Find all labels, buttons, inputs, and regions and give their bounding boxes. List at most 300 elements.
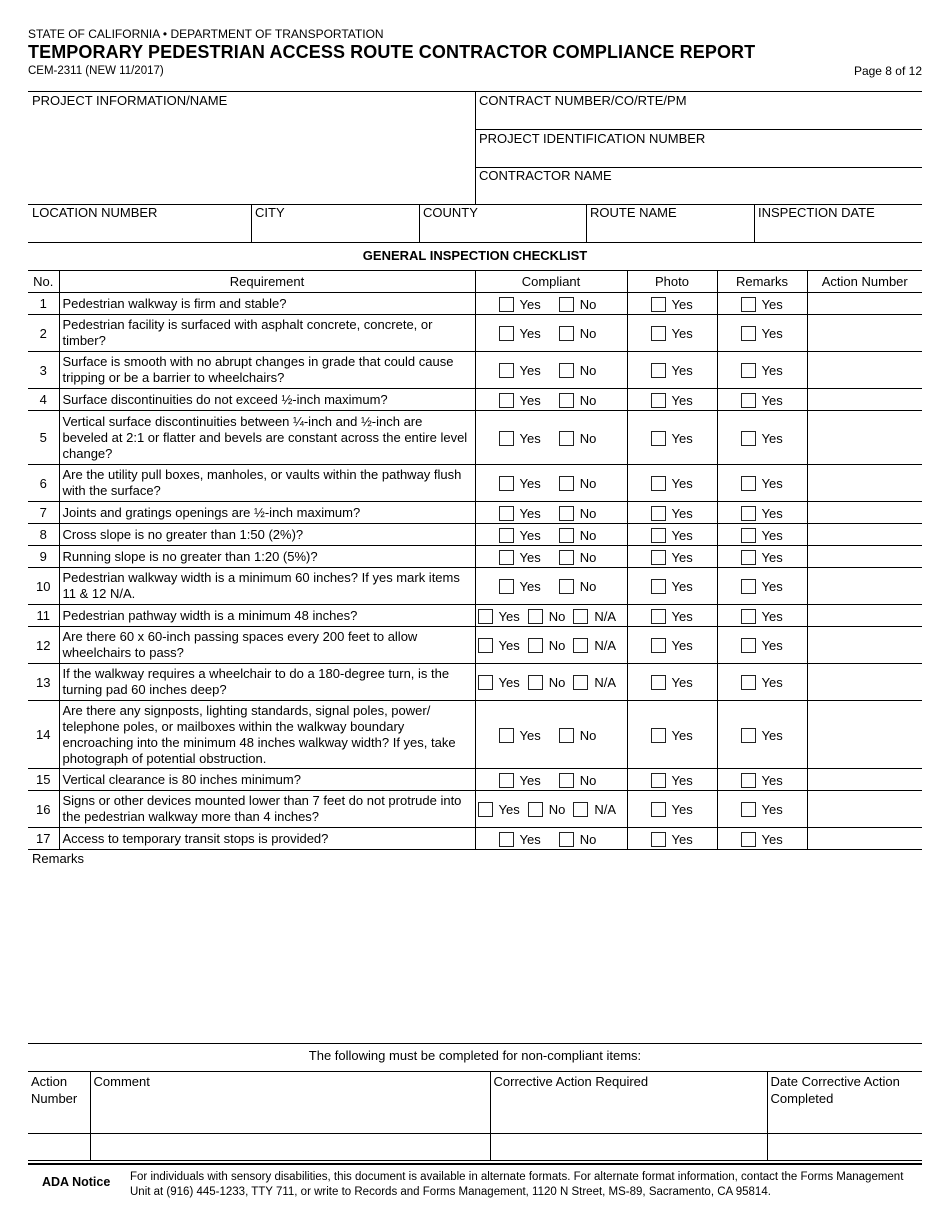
checkbox[interactable] bbox=[741, 431, 756, 446]
item-number: 15 bbox=[28, 769, 59, 791]
remarks-yes-checkbox[interactable] bbox=[741, 505, 783, 521]
checkbox[interactable] bbox=[741, 363, 756, 378]
checkbox-label: Yes bbox=[498, 675, 520, 691]
checkbox[interactable] bbox=[741, 579, 756, 594]
remarks-cell bbox=[717, 293, 807, 315]
item-number: 11 bbox=[28, 605, 59, 627]
compliant-no-checkbox[interactable] bbox=[559, 549, 597, 565]
requirement-text: Joints and gratings openings are ½-inch maximum? bbox=[59, 502, 475, 524]
table-row bbox=[28, 769, 922, 791]
location-number-field[interactable]: LOCATION NUMBER bbox=[32, 205, 158, 220]
table-row bbox=[28, 791, 922, 828]
checkbox[interactable] bbox=[741, 528, 756, 543]
remarks-cell bbox=[717, 769, 807, 791]
photo-cell bbox=[627, 293, 717, 315]
photo-cell bbox=[627, 568, 717, 605]
checkbox-label: No bbox=[579, 505, 597, 521]
checkbox[interactable] bbox=[559, 326, 574, 341]
requirement-text: Pedestrian walkway width is a minimum 60 inches? If yes mark items 11 & 12 N/A. bbox=[59, 568, 475, 605]
table-row bbox=[28, 293, 922, 315]
checkbox-label: Yes bbox=[761, 430, 783, 446]
compliant-yes-checkbox[interactable] bbox=[499, 831, 541, 847]
checkbox-label: Yes bbox=[671, 549, 693, 565]
remarks-cell bbox=[717, 546, 807, 568]
checkbox[interactable] bbox=[528, 638, 543, 653]
checkbox-label: Yes bbox=[761, 505, 783, 521]
remarks-yes-checkbox[interactable] bbox=[741, 325, 783, 341]
action-number-input[interactable] bbox=[807, 411, 922, 465]
checkbox[interactable] bbox=[651, 832, 666, 847]
checkbox[interactable] bbox=[651, 393, 666, 408]
checkbox[interactable] bbox=[559, 297, 574, 312]
col-header-remarks: Remarks bbox=[717, 271, 807, 293]
remarks-yes-checkbox[interactable] bbox=[741, 578, 783, 594]
inspection-checklist-table bbox=[28, 270, 922, 850]
action-number-input[interactable] bbox=[807, 389, 922, 411]
checkbox[interactable] bbox=[741, 728, 756, 743]
compliant-na-checkbox[interactable] bbox=[573, 608, 616, 624]
checkbox[interactable] bbox=[651, 638, 666, 653]
checkbox[interactable] bbox=[499, 326, 514, 341]
action-number-input[interactable] bbox=[807, 605, 922, 627]
action-number-input[interactable] bbox=[807, 293, 922, 315]
compliant-yes-checkbox[interactable] bbox=[499, 505, 541, 521]
checkbox-label: Yes bbox=[671, 608, 693, 624]
col-header-comment: Comment bbox=[90, 1072, 490, 1134]
checkbox-label: No bbox=[579, 831, 597, 847]
table-row bbox=[28, 701, 922, 769]
remarks-cell bbox=[717, 828, 807, 850]
checkbox[interactable] bbox=[741, 326, 756, 341]
item-number: 14 bbox=[28, 701, 59, 769]
col-header-corrective-action: Corrective Action Required bbox=[490, 1072, 767, 1134]
compliant-no-checkbox[interactable] bbox=[559, 392, 597, 408]
item-number: 12 bbox=[28, 627, 59, 664]
checkbox-label: Yes bbox=[761, 675, 783, 691]
compliant-yes-checkbox[interactable] bbox=[499, 549, 541, 565]
checkbox[interactable] bbox=[741, 476, 756, 491]
compliant-yes-checkbox[interactable] bbox=[499, 475, 541, 491]
compliant-no-checkbox[interactable] bbox=[559, 430, 597, 446]
form-title: TEMPORARY PEDESTRIAN ACCESS ROUTE CONTRACTOR COMPLIANCE REPORT bbox=[28, 42, 756, 62]
photo-yes-checkbox[interactable] bbox=[651, 325, 693, 341]
requirement-text: Vertical surface discontinuities between ¼-inch and ½-inch are beveled at 2:1 or flatter and bevels are constant across the entire level change? bbox=[59, 411, 475, 465]
checkbox-label: Yes bbox=[761, 326, 783, 342]
compliant-yes-checkbox[interactable] bbox=[499, 578, 541, 594]
checkbox[interactable] bbox=[528, 675, 543, 690]
table-row bbox=[28, 568, 922, 605]
checkbox-label: No bbox=[548, 802, 566, 818]
checkbox[interactable] bbox=[559, 476, 574, 491]
col-header-requirement: Requirement bbox=[59, 271, 475, 293]
date-completed-input[interactable] bbox=[767, 1134, 922, 1161]
ada-notice-title: ADA Notice bbox=[42, 1175, 111, 1189]
checkbox[interactable] bbox=[478, 609, 493, 624]
compliant-cell bbox=[475, 568, 627, 605]
remarks-yes-checkbox[interactable] bbox=[741, 727, 783, 743]
checkbox[interactable] bbox=[651, 363, 666, 378]
checkbox-label: Yes bbox=[498, 802, 520, 818]
checkbox[interactable] bbox=[559, 506, 574, 521]
rule bbox=[28, 1163, 922, 1165]
photo-yes-checkbox[interactable] bbox=[651, 527, 693, 543]
contractor-name-field[interactable]: CONTRACTOR NAME bbox=[479, 168, 612, 183]
action-number-input[interactable] bbox=[807, 315, 922, 352]
table-row bbox=[28, 524, 922, 546]
requirement-text: Running slope is no greater than 1:20 (5%)? bbox=[59, 546, 475, 568]
checkbox-label: No bbox=[579, 579, 597, 595]
requirement-text: Are there any signposts, lighting standards, signal poles, power/ telephone poles, or mailboxes within the walkway boundary encroaching into the minimum 48 inches walkway width? If yes, take photograph of potential obstruction. bbox=[59, 701, 475, 769]
rule bbox=[28, 1043, 922, 1044]
remarks-yes-checkbox[interactable] bbox=[741, 772, 783, 788]
checkbox[interactable] bbox=[528, 802, 543, 817]
checkbox[interactable] bbox=[651, 550, 666, 565]
checkbox[interactable] bbox=[559, 528, 574, 543]
corrective-action-input[interactable] bbox=[490, 1134, 767, 1161]
checkbox[interactable] bbox=[651, 476, 666, 491]
checkbox[interactable] bbox=[499, 728, 514, 743]
compliant-na-checkbox[interactable] bbox=[573, 801, 616, 817]
compliant-no-checkbox[interactable] bbox=[559, 475, 597, 491]
checkbox-label: Yes bbox=[671, 675, 693, 691]
checkbox-label: No bbox=[579, 296, 597, 312]
checkbox-label: No bbox=[579, 476, 597, 492]
checkbox[interactable] bbox=[741, 506, 756, 521]
checkbox[interactable] bbox=[559, 363, 574, 378]
comment-input[interactable] bbox=[90, 1134, 490, 1161]
checkbox-label: Yes bbox=[519, 579, 541, 595]
checkbox-label: Yes bbox=[671, 505, 693, 521]
checkbox[interactable] bbox=[573, 802, 588, 817]
photo-yes-checkbox[interactable] bbox=[651, 475, 693, 491]
action-number-input[interactable] bbox=[807, 701, 922, 769]
remarks-label: Remarks bbox=[32, 851, 85, 866]
col-header-date-completed: Date Corrective Action Completed bbox=[767, 1072, 922, 1134]
checkbox[interactable] bbox=[559, 579, 574, 594]
checkbox[interactable] bbox=[651, 675, 666, 690]
photo-yes-checkbox[interactable] bbox=[651, 549, 693, 565]
compliant-cell bbox=[475, 389, 627, 411]
photo-cell bbox=[627, 627, 717, 664]
action-number-input[interactable] bbox=[807, 828, 922, 850]
checkbox[interactable] bbox=[651, 773, 666, 788]
item-number: 7 bbox=[28, 502, 59, 524]
compliant-yes-checkbox[interactable] bbox=[499, 430, 541, 446]
compliant-no-checkbox[interactable] bbox=[559, 505, 597, 521]
photo-cell bbox=[627, 524, 717, 546]
rule bbox=[754, 204, 755, 242]
checkbox[interactable] bbox=[559, 550, 574, 565]
remarks-yes-checkbox[interactable] bbox=[741, 362, 783, 378]
rule bbox=[586, 204, 587, 242]
remarks-textarea[interactable] bbox=[28, 868, 922, 1038]
action-number-input[interactable] bbox=[807, 664, 922, 701]
compliant-no-checkbox[interactable] bbox=[559, 325, 597, 341]
page-number: Page 8 of 12 bbox=[853, 64, 922, 78]
checkbox-label: Yes bbox=[761, 638, 783, 654]
checkbox-label: Yes bbox=[671, 772, 693, 788]
requirement-text: Pedestrian walkway is firm and stable? bbox=[59, 293, 475, 315]
checkbox[interactable] bbox=[499, 506, 514, 521]
compliant-yes-checkbox[interactable] bbox=[499, 392, 541, 408]
item-number: 3 bbox=[28, 352, 59, 389]
checkbox-label: Yes bbox=[761, 802, 783, 818]
checkbox-label: N/A bbox=[594, 638, 617, 654]
checkbox[interactable] bbox=[559, 728, 574, 743]
checkbox-label: No bbox=[579, 727, 597, 743]
compliant-yes-checkbox[interactable] bbox=[499, 362, 541, 378]
checkbox[interactable] bbox=[478, 638, 493, 653]
checkbox[interactable] bbox=[651, 506, 666, 521]
remarks-yes-checkbox[interactable] bbox=[741, 831, 783, 847]
remarks-cell bbox=[717, 568, 807, 605]
photo-yes-checkbox[interactable] bbox=[651, 392, 693, 408]
compliant-yes-checkbox[interactable] bbox=[478, 637, 520, 653]
compliant-no-checkbox[interactable] bbox=[559, 296, 597, 312]
photo-yes-checkbox[interactable] bbox=[651, 727, 693, 743]
item-number: 5 bbox=[28, 411, 59, 465]
checkbox[interactable] bbox=[559, 393, 574, 408]
inspection-date-field[interactable]: INSPECTION DATE bbox=[758, 205, 875, 220]
county-field[interactable]: COUNTY bbox=[423, 205, 478, 220]
checkbox[interactable] bbox=[499, 832, 514, 847]
checkbox[interactable] bbox=[741, 297, 756, 312]
photo-yes-checkbox[interactable] bbox=[651, 362, 693, 378]
photo-yes-checkbox[interactable] bbox=[651, 505, 693, 521]
remarks-yes-checkbox[interactable] bbox=[741, 296, 783, 312]
checkbox[interactable] bbox=[741, 393, 756, 408]
remarks-yes-checkbox[interactable] bbox=[741, 392, 783, 408]
route-name-field[interactable]: ROUTE NAME bbox=[590, 205, 677, 220]
photo-yes-checkbox[interactable] bbox=[651, 831, 693, 847]
checkbox[interactable] bbox=[499, 476, 514, 491]
checkbox-label: N/A bbox=[594, 675, 617, 691]
checkbox[interactable] bbox=[741, 638, 756, 653]
remarks-yes-checkbox[interactable] bbox=[741, 430, 783, 446]
action-number-input[interactable] bbox=[807, 568, 922, 605]
rule bbox=[419, 204, 420, 242]
checkbox[interactable] bbox=[573, 638, 588, 653]
requirement-text: Surface discontinuities do not exceed ½-inch maximum? bbox=[59, 389, 475, 411]
checkbox[interactable] bbox=[741, 550, 756, 565]
checkbox[interactable] bbox=[499, 431, 514, 446]
action-number-input[interactable] bbox=[807, 524, 922, 546]
checkbox[interactable] bbox=[499, 528, 514, 543]
checkbox[interactable] bbox=[499, 579, 514, 594]
compliant-na-checkbox[interactable] bbox=[573, 637, 616, 653]
checkbox-label: No bbox=[579, 326, 597, 342]
compliant-yes-checkbox[interactable] bbox=[478, 608, 520, 624]
checkbox-label: Yes bbox=[519, 831, 541, 847]
checkbox[interactable] bbox=[741, 675, 756, 690]
contract-number-field[interactable]: CONTRACT NUMBER/CO/RTE/PM bbox=[479, 93, 687, 108]
action-number-input[interactable] bbox=[807, 502, 922, 524]
photo-cell bbox=[627, 389, 717, 411]
checkbox-label: Yes bbox=[671, 579, 693, 595]
checkbox[interactable] bbox=[499, 773, 514, 788]
photo-cell bbox=[627, 411, 717, 465]
checkbox-label: Yes bbox=[671, 638, 693, 654]
checkbox[interactable] bbox=[741, 609, 756, 624]
remarks-yes-checkbox[interactable] bbox=[741, 637, 783, 653]
table-row bbox=[28, 546, 922, 568]
compliant-cell bbox=[475, 791, 627, 828]
checkbox[interactable] bbox=[499, 550, 514, 565]
checkbox[interactable] bbox=[559, 832, 574, 847]
item-number: 9 bbox=[28, 546, 59, 568]
requirement-text: Vertical clearance is 80 inches minimum? bbox=[59, 769, 475, 791]
table-row bbox=[28, 664, 922, 701]
item-number: 6 bbox=[28, 465, 59, 502]
photo-yes-checkbox[interactable] bbox=[651, 296, 693, 312]
col-header-photo: Photo bbox=[627, 271, 717, 293]
checkbox-label: Yes bbox=[761, 296, 783, 312]
city-field[interactable]: CITY bbox=[255, 205, 285, 220]
compliant-no-checkbox[interactable] bbox=[528, 608, 566, 624]
compliant-yes-checkbox[interactable] bbox=[478, 674, 520, 690]
compliant-no-checkbox[interactable] bbox=[528, 637, 566, 653]
action-number-input[interactable] bbox=[807, 352, 922, 389]
checkbox[interactable] bbox=[651, 297, 666, 312]
action-number-input[interactable] bbox=[807, 465, 922, 502]
rule bbox=[475, 129, 922, 130]
compliant-no-checkbox[interactable] bbox=[559, 362, 597, 378]
photo-cell bbox=[627, 769, 717, 791]
checkbox-label: N/A bbox=[594, 802, 617, 818]
photo-cell bbox=[627, 664, 717, 701]
photo-cell bbox=[627, 546, 717, 568]
rule bbox=[251, 204, 252, 242]
checkbox-label: Yes bbox=[761, 476, 783, 492]
remarks-yes-checkbox[interactable] bbox=[741, 801, 783, 817]
compliant-yes-checkbox[interactable] bbox=[499, 296, 541, 312]
photo-yes-checkbox[interactable] bbox=[651, 637, 693, 653]
requirement-text: Pedestrian pathway width is a minimum 48 inches? bbox=[59, 605, 475, 627]
table-row bbox=[28, 828, 922, 850]
checkbox[interactable] bbox=[651, 326, 666, 341]
checkbox[interactable] bbox=[651, 609, 666, 624]
compliant-no-checkbox[interactable] bbox=[559, 727, 597, 743]
compliant-cell bbox=[475, 411, 627, 465]
form-number: CEM-2311 (NEW 11/2017) bbox=[28, 65, 164, 77]
project-id-field[interactable]: PROJECT IDENTIFICATION NUMBER bbox=[479, 131, 706, 146]
remarks-yes-checkbox[interactable] bbox=[741, 527, 783, 543]
photo-yes-checkbox[interactable] bbox=[651, 608, 693, 624]
photo-yes-checkbox[interactable] bbox=[651, 772, 693, 788]
checkbox-label: No bbox=[579, 363, 597, 379]
action-number-input[interactable] bbox=[28, 1134, 90, 1161]
remarks-cell bbox=[717, 791, 807, 828]
noncompliant-table bbox=[28, 1071, 922, 1161]
checkbox[interactable] bbox=[478, 802, 493, 817]
photo-yes-checkbox[interactable] bbox=[651, 578, 693, 594]
item-number: 10 bbox=[28, 568, 59, 605]
col-header-no: No. bbox=[28, 271, 59, 293]
compliant-cell bbox=[475, 352, 627, 389]
checkbox[interactable] bbox=[499, 393, 514, 408]
checkbox[interactable] bbox=[499, 297, 514, 312]
item-number: 17 bbox=[28, 828, 59, 850]
compliant-na-checkbox[interactable] bbox=[573, 674, 616, 690]
compliant-yes-checkbox[interactable] bbox=[478, 801, 520, 817]
compliant-no-checkbox[interactable] bbox=[528, 674, 566, 690]
project-info-field[interactable]: PROJECT INFORMATION/NAME bbox=[32, 93, 228, 108]
checkbox-label: Yes bbox=[671, 326, 693, 342]
checkbox-label: Yes bbox=[519, 363, 541, 379]
checkbox[interactable] bbox=[478, 675, 493, 690]
checkbox[interactable] bbox=[499, 363, 514, 378]
remarks-yes-checkbox[interactable] bbox=[741, 608, 783, 624]
checkbox[interactable] bbox=[559, 431, 574, 446]
checkbox-label: Yes bbox=[519, 476, 541, 492]
compliant-cell bbox=[475, 315, 627, 352]
checkbox-label: Yes bbox=[671, 476, 693, 492]
compliant-cell bbox=[475, 828, 627, 850]
compliant-cell bbox=[475, 524, 627, 546]
remarks-yes-checkbox[interactable] bbox=[741, 549, 783, 565]
item-number: 8 bbox=[28, 524, 59, 546]
remarks-yes-checkbox[interactable] bbox=[741, 475, 783, 491]
remarks-cell bbox=[717, 605, 807, 627]
checkbox[interactable] bbox=[651, 802, 666, 817]
compliant-cell bbox=[475, 502, 627, 524]
item-number: 1 bbox=[28, 293, 59, 315]
photo-yes-checkbox[interactable] bbox=[651, 801, 693, 817]
action-number-input[interactable] bbox=[807, 546, 922, 568]
photo-yes-checkbox[interactable] bbox=[651, 430, 693, 446]
checkbox[interactable] bbox=[651, 528, 666, 543]
action-number-input[interactable] bbox=[807, 627, 922, 664]
checkbox[interactable] bbox=[559, 773, 574, 788]
compliant-yes-checkbox[interactable] bbox=[499, 325, 541, 341]
remarks-yes-checkbox[interactable] bbox=[741, 674, 783, 690]
checkbox[interactable] bbox=[651, 579, 666, 594]
checkbox-label: Yes bbox=[761, 772, 783, 788]
col-header-action-number: Action Number bbox=[28, 1072, 90, 1134]
checkbox[interactable] bbox=[651, 728, 666, 743]
table-header-row bbox=[28, 271, 922, 293]
action-number-input[interactable] bbox=[807, 791, 922, 828]
checkbox-label: No bbox=[579, 549, 597, 565]
photo-yes-checkbox[interactable] bbox=[651, 674, 693, 690]
requirement-text: Are the utility pull boxes, manholes, or vaults within the pathway flush with the surface? bbox=[59, 465, 475, 502]
checkbox[interactable] bbox=[741, 802, 756, 817]
compliant-no-checkbox[interactable] bbox=[559, 772, 597, 788]
checkbox-label: Yes bbox=[761, 608, 783, 624]
compliant-yes-checkbox[interactable] bbox=[499, 527, 541, 543]
compliant-no-checkbox[interactable] bbox=[559, 578, 597, 594]
photo-cell bbox=[627, 315, 717, 352]
checkbox[interactable] bbox=[741, 773, 756, 788]
checkbox-label: Yes bbox=[671, 802, 693, 818]
checkbox[interactable] bbox=[528, 609, 543, 624]
checkbox[interactable] bbox=[573, 609, 588, 624]
compliant-no-checkbox[interactable] bbox=[528, 801, 566, 817]
rule bbox=[28, 242, 922, 243]
compliant-yes-checkbox[interactable] bbox=[499, 727, 541, 743]
checkbox[interactable] bbox=[741, 832, 756, 847]
compliant-yes-checkbox[interactable] bbox=[499, 772, 541, 788]
checkbox-label: Yes bbox=[519, 326, 541, 342]
checkbox[interactable] bbox=[651, 431, 666, 446]
compliant-no-checkbox[interactable] bbox=[559, 527, 597, 543]
checkbox-label: Yes bbox=[671, 831, 693, 847]
checkbox-label: Yes bbox=[671, 392, 693, 408]
requirement-text: Surface is smooth with no abrupt changes in grade that could cause tripping or be a barrier to wheelchairs? bbox=[59, 352, 475, 389]
checkbox[interactable] bbox=[573, 675, 588, 690]
action-number-input[interactable] bbox=[807, 769, 922, 791]
compliant-no-checkbox[interactable] bbox=[559, 831, 597, 847]
